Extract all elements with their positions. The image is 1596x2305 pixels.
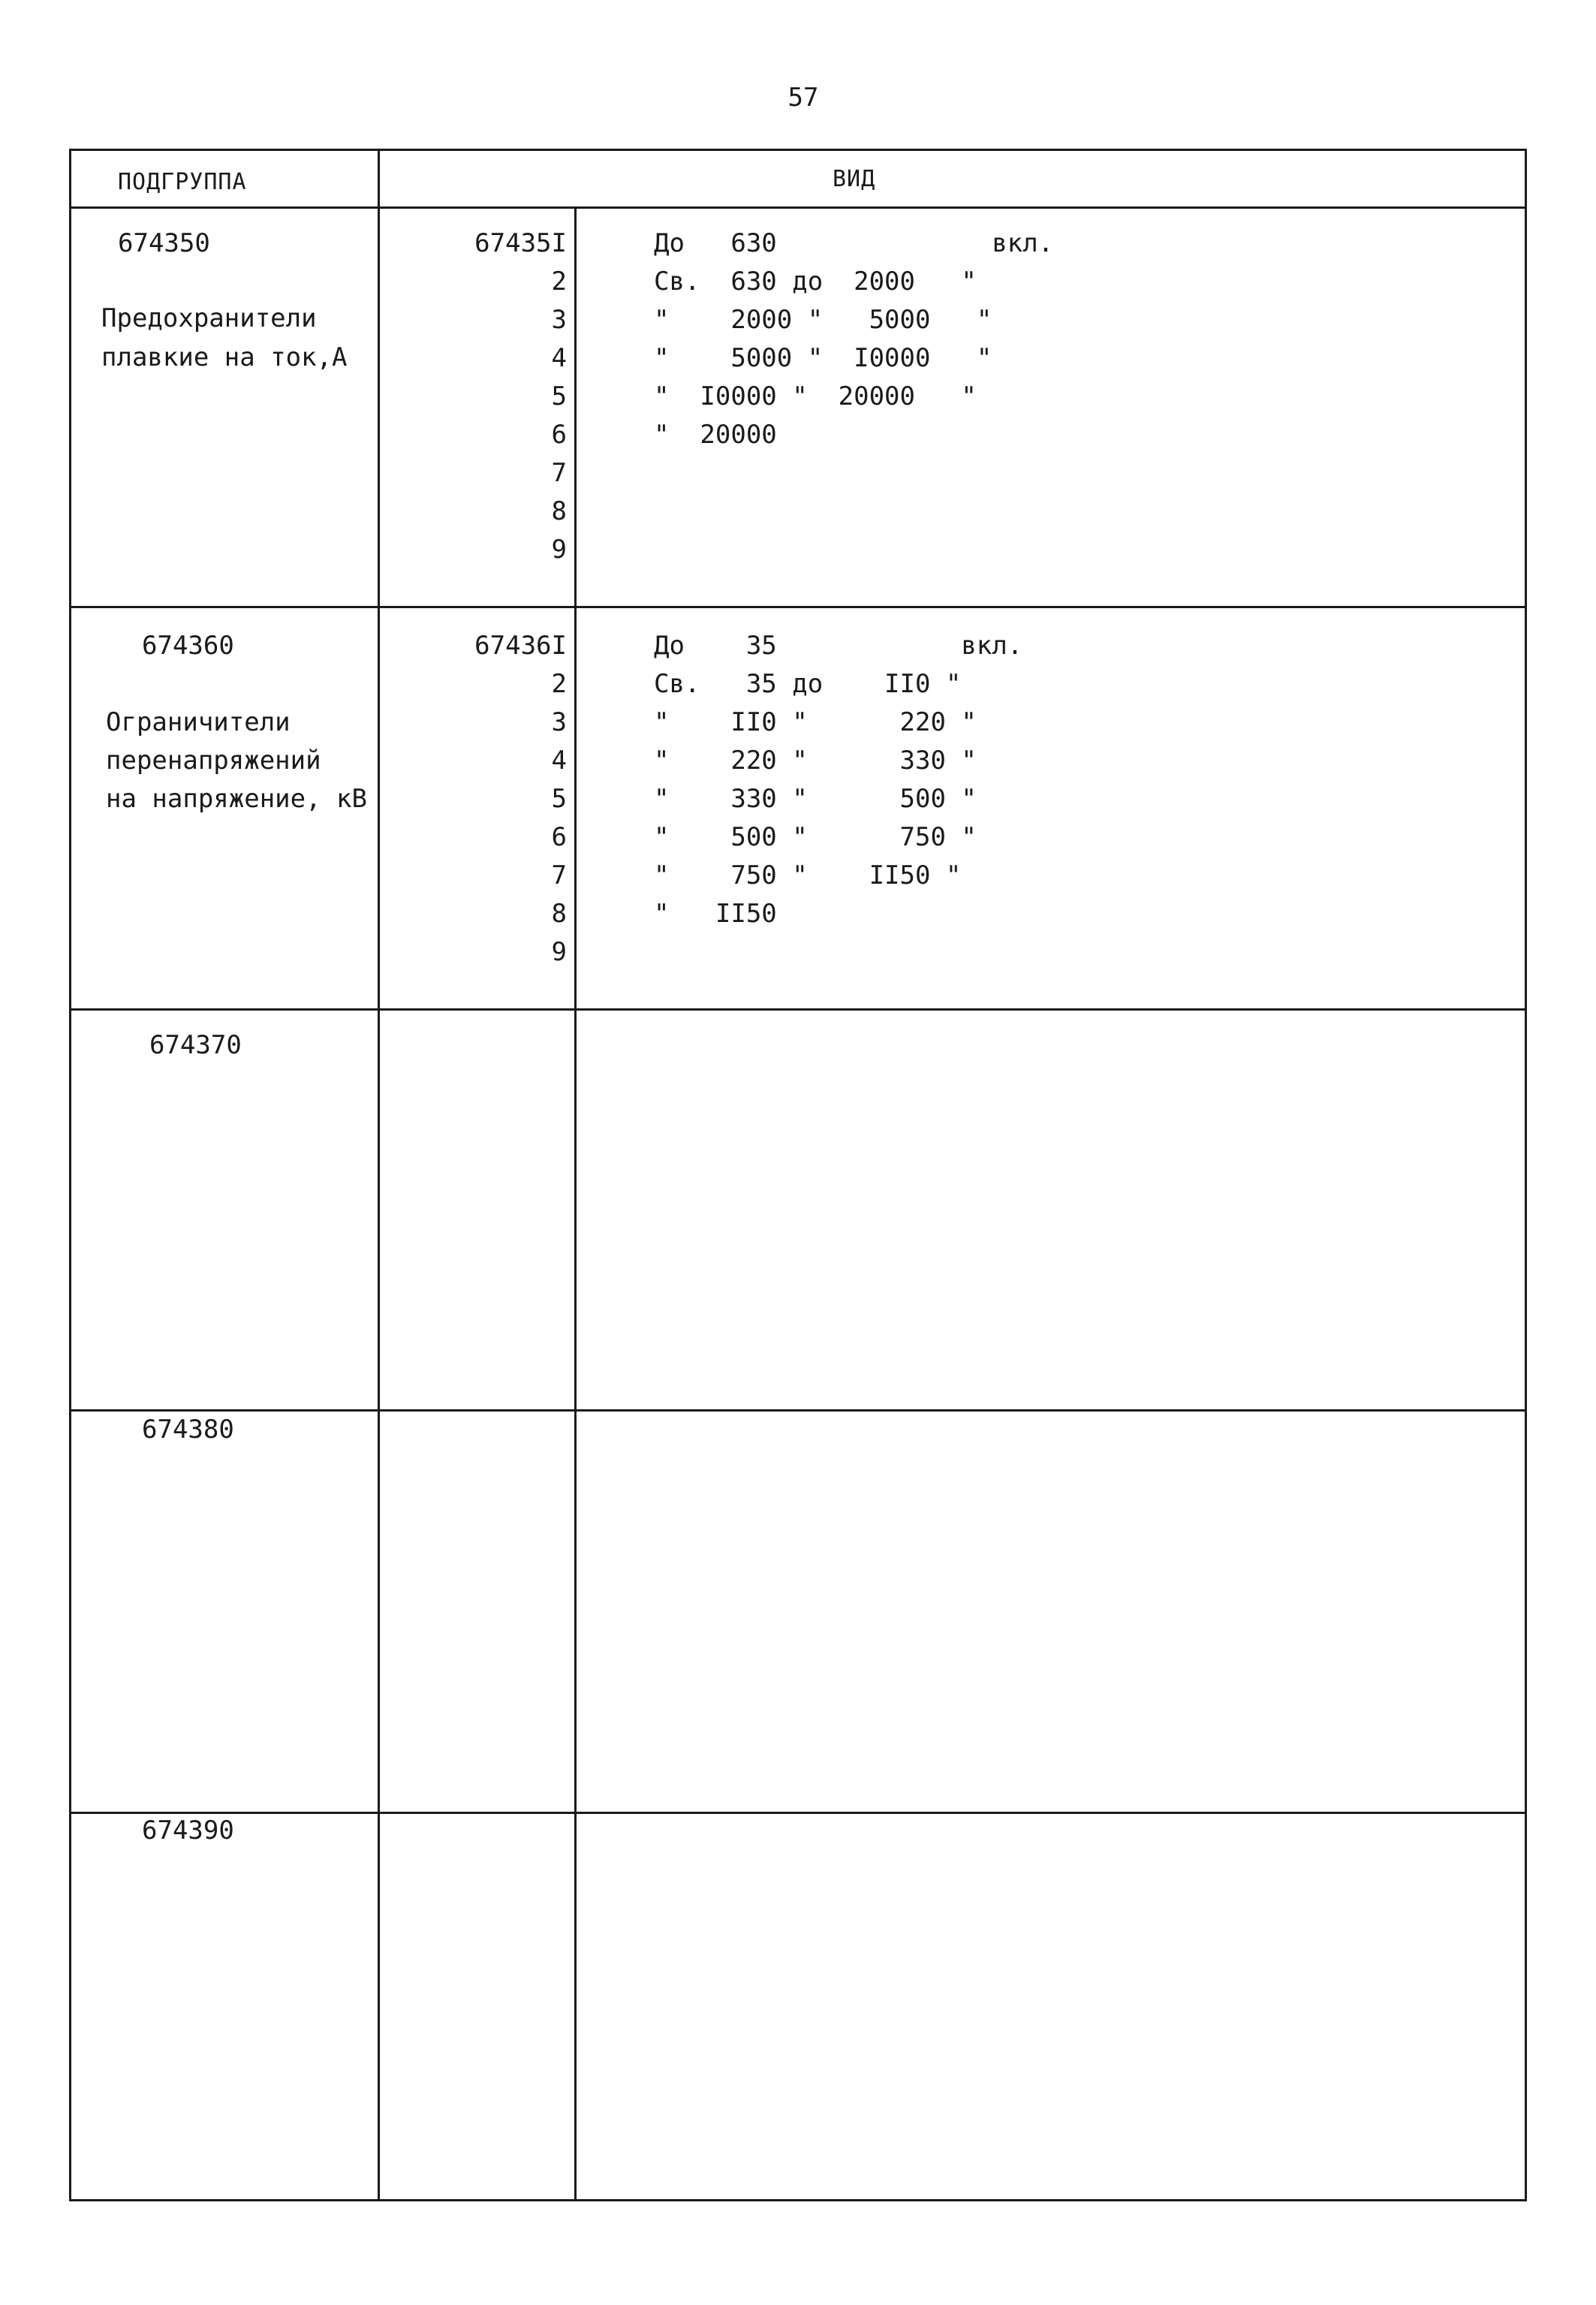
classification-table xyxy=(69,149,1527,2201)
row-divider xyxy=(71,1812,1525,1814)
range-line: " 220 " 330 " xyxy=(654,746,977,776)
view-code: 7 xyxy=(551,458,567,488)
view-code: 8 xyxy=(551,496,567,526)
range-line: " 330 " 500 " xyxy=(654,784,977,814)
row-divider xyxy=(71,606,1525,608)
subgroup-name-line: плавкие на ток,А xyxy=(101,342,348,372)
range-line: " 5000 " I0000 " xyxy=(654,343,992,373)
view-code: 6 xyxy=(551,420,567,450)
range-line: До 630 вкл. xyxy=(654,228,1054,258)
column-divider xyxy=(574,206,577,2199)
view-code: 2 xyxy=(551,267,567,297)
view-code: 9 xyxy=(551,535,567,565)
view-code: 67435I xyxy=(474,228,567,258)
header-divider xyxy=(71,206,1525,209)
range-line: Св. 35 до II0 " xyxy=(654,669,962,699)
range-line: " 500 " 750 " xyxy=(654,822,977,852)
row-divider xyxy=(71,1409,1525,1412)
row-divider xyxy=(71,1008,1525,1011)
subgroup-name-line: Предохранители xyxy=(101,303,317,333)
range-line: " I0000 " 20000 " xyxy=(654,381,977,411)
range-line: " 2000 " 5000 " xyxy=(654,305,992,335)
range-line: " 20000 xyxy=(654,420,777,450)
subgroup-name-line: Ограничители xyxy=(106,707,291,737)
range-line: До 35 вкл. xyxy=(654,631,1023,661)
subgroup-code: 674380 xyxy=(142,1415,234,1445)
view-code: 9 xyxy=(551,937,567,967)
view-code: 2 xyxy=(551,669,567,699)
view-code: 7 xyxy=(551,860,567,890)
range-line: Св. 630 до 2000 " xyxy=(654,267,977,297)
range-line: " II50 xyxy=(654,899,777,929)
subgroup-name-line: перенапряжений xyxy=(106,746,321,776)
view-code: 5 xyxy=(551,784,567,814)
subgroup-code: 674350 xyxy=(118,228,210,258)
view-code: 6 xyxy=(551,822,567,852)
view-code: 8 xyxy=(551,899,567,929)
subgroup-code: 674360 xyxy=(142,631,234,661)
header-subgroup: ПОДГРУППА xyxy=(118,169,247,195)
column-divider xyxy=(378,151,380,2199)
view-code: 4 xyxy=(551,343,567,373)
view-code: 3 xyxy=(551,707,567,737)
subgroup-code: 674370 xyxy=(149,1030,242,1060)
range-line: " II0 " 220 " xyxy=(654,707,977,737)
view-code: 4 xyxy=(551,746,567,776)
view-code: 67436I xyxy=(474,631,567,661)
view-code: 3 xyxy=(551,305,567,335)
range-line: " 750 " II50 " xyxy=(654,860,962,890)
view-code: 5 xyxy=(551,381,567,411)
subgroup-code: 674390 xyxy=(142,1815,234,1846)
header-type: ВИД xyxy=(833,166,876,192)
subgroup-name-line: на напряжение, кВ xyxy=(106,784,367,814)
page-number: 57 xyxy=(787,83,819,113)
